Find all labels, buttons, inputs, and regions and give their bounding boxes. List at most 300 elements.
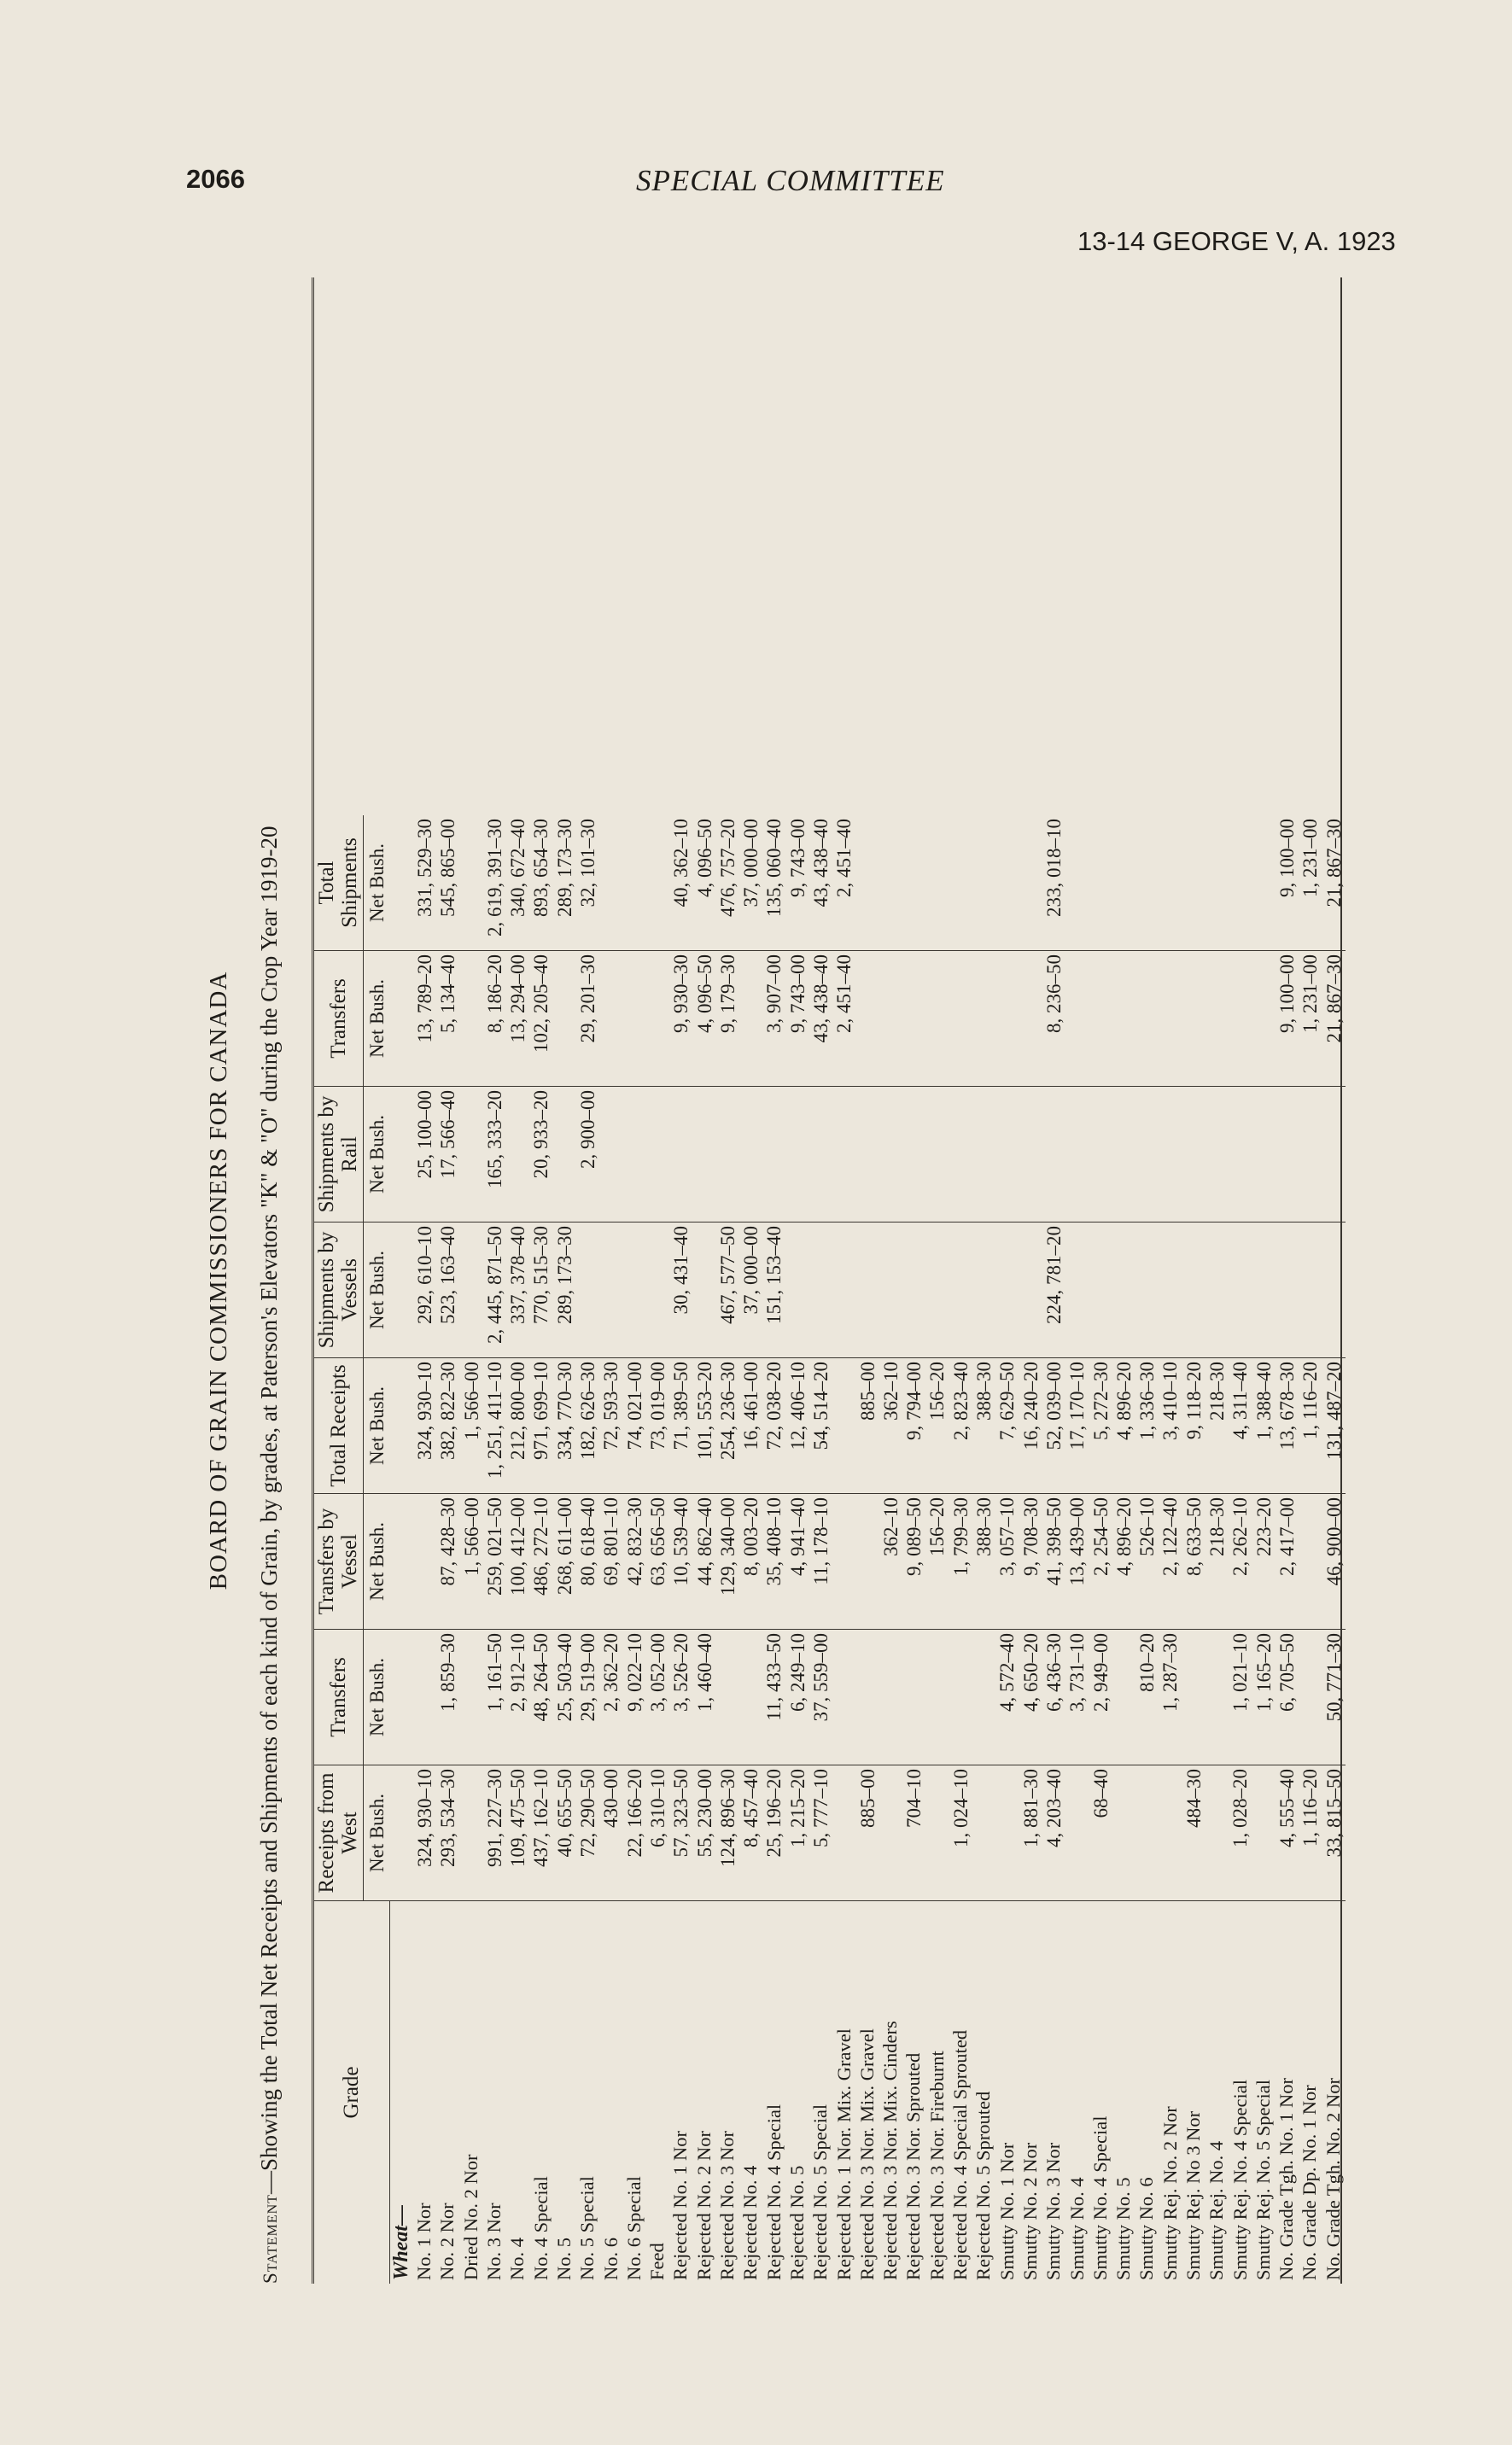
value-cell [972,815,995,951]
value-cell: 268, 611–00 [553,1494,576,1630]
value-cell [1276,1222,1299,1358]
grade-label: Smutty No. 5 [1112,2177,1135,2280]
value-cell: 1, 021–10 [1229,1630,1252,1765]
value-cell [879,1222,902,1358]
value-cell: 69, 801–10 [599,1494,622,1630]
col-header: Receipts from West [313,1765,364,1901]
value-cell: 57, 323–50 [669,1765,692,1901]
grade-label: Dried No. 2 Nor [459,2154,482,2280]
value-cell [1299,1087,1322,1222]
value-cell [855,1494,879,1630]
value-cell: 1, 215–20 [786,1765,809,1901]
value-cell [1112,951,1135,1087]
grade-label: Rejected No. 4 [739,2165,762,2280]
value-cell [855,1222,879,1358]
running-head: SPECIAL COMMITTEE [636,164,945,197]
value-cell: 9, 708–30 [1019,1494,1042,1630]
grade-cell [1206,1901,1229,2285]
value-cell: 54, 514–20 [809,1358,832,1494]
table-row [459,815,482,2284]
value-cell: 48, 264–50 [529,1630,552,1765]
table-row [762,815,785,2284]
rotated-table-block [201,277,1345,2284]
value-cell: 9, 930–30 [669,951,692,1087]
value-cell: 5, 777–10 [809,1765,832,1901]
value-cell [1019,1222,1042,1358]
value-cell [1112,1087,1135,1222]
value-cell: 430–00 [599,1765,622,1901]
table-row [669,815,692,2284]
value-cell: 37, 000–00 [739,815,762,951]
value-cell: 44, 862–40 [692,1494,715,1630]
value-cell [646,1087,669,1222]
table-row [809,815,832,2284]
grade-cell [809,1901,832,2285]
group-label: Wheat— [390,2204,413,2280]
value-cell: 486, 272–10 [529,1494,552,1630]
grade-cell [995,1901,1019,2285]
col-header: Transfers [313,951,364,1087]
value-cell: 16, 461–00 [739,1358,762,1494]
value-cell: 545, 865–00 [436,815,459,951]
value-cell: 6, 310–10 [646,1765,669,1901]
grade-label: Rejected No. 4 Special Sprouted [949,2029,972,2280]
value-cell: 324, 930–10 [413,1358,436,1494]
value-cell [902,1087,925,1222]
grade-cell [459,1901,482,2285]
value-cell [622,1087,645,1222]
grade-cell [1229,1901,1252,2285]
value-cell: 2, 949–00 [1089,1630,1112,1765]
value-cell [1112,1630,1135,1765]
value-cell: 37, 000–00 [739,1222,762,1358]
table-row [1089,815,1112,2284]
value-cell: 770, 515–30 [529,1222,552,1358]
unit-label: Net Bush. [364,1630,390,1765]
value-cell: 7, 629–50 [995,1358,1019,1494]
grade-cell [436,1901,459,2285]
unit-label: Net Bush. [364,815,390,951]
grade-cell [1299,1901,1322,2285]
value-cell [855,951,879,1087]
grade-cell [1019,1901,1042,2285]
table-row [972,815,995,2284]
value-cell [832,1494,855,1630]
value-cell [902,815,925,951]
value-cell [1089,1087,1112,1222]
value-cell: 3, 907–00 [762,951,785,1087]
value-cell: 72, 593–30 [599,1358,622,1494]
grade-label: Rejected No. 3 Nor. Fireburnt [925,2051,948,2280]
value-cell: 254, 236–30 [716,1358,739,1494]
value-cell: 218–30 [1206,1494,1229,1630]
value-cell: 40, 362–10 [669,815,692,951]
value-cell [1182,1087,1206,1222]
value-cell: 1, 336–30 [1135,1358,1159,1494]
col-header: Transfers by Vessel [313,1494,364,1630]
grade-label: Rejected No. 4 Special [762,2104,785,2280]
value-cell [1252,1765,1275,1901]
value-cell [1206,815,1229,951]
col-header: Total Shipments [313,815,364,951]
value-cell [739,951,762,1087]
value-cell [716,1630,739,1765]
value-cell: 388–30 [972,1494,995,1630]
value-cell: 2, 451–40 [832,815,855,951]
value-cell: 1, 028–20 [1229,1765,1252,1901]
value-cell [1229,951,1252,1087]
value-cell: 6, 436–30 [1042,1630,1065,1765]
value-cell [995,1087,1019,1222]
grade-cell [972,1901,995,2285]
grade-cell [506,1901,529,2285]
value-cell [832,1765,855,1901]
value-cell [1206,1765,1229,1901]
value-cell [459,1630,482,1765]
value-cell [1182,815,1206,951]
value-cell: 484–30 [1182,1765,1206,1901]
value-cell [1182,1222,1206,1358]
grade-cell [599,1901,622,2285]
value-cell: 9, 794–00 [902,1358,925,1494]
value-cell [692,1222,715,1358]
value-cell [1252,951,1275,1087]
value-cell: 885–00 [855,1358,879,1494]
value-cell [786,1222,809,1358]
table-row [1182,815,1206,2284]
table-body [389,815,1346,2284]
grade-cell [1112,1901,1135,2285]
value-cell: 9, 118–20 [1182,1358,1206,1494]
value-cell: 41, 398–50 [1042,1494,1065,1630]
value-cell: 9, 743–00 [786,815,809,951]
value-cell: 4, 896–20 [1112,1358,1135,1494]
value-cell [949,951,972,1087]
value-cell: 30, 431–40 [669,1222,692,1358]
grade-label: Rejected No. 1 Nor. Mix. Gravel [832,2028,855,2280]
value-cell: 13, 678–30 [1276,1358,1299,1494]
grade-cell [413,1901,436,2285]
value-cell [1135,1087,1159,1222]
value-cell: 212, 800–00 [506,1358,529,1494]
value-cell [832,1358,855,1494]
value-cell: 293, 534–30 [436,1765,459,1901]
value-cell [1252,1087,1275,1222]
statement-text: —Showing the Total Net Receipts and Shipments of each kind of Grain, by grades, at Paterson's Elevators "K" & "O" during the Crop Year 1919-20 [256,826,282,2195]
value-cell [739,1087,762,1222]
value-cell: 74, 021–00 [622,1358,645,1494]
value-cell: 1, 231–00 [1299,815,1322,951]
value-cell [599,815,622,951]
value-cell: 3, 057–10 [995,1494,1019,1630]
grade-cell [553,1901,576,2285]
value-cell [1206,1222,1229,1358]
value-cell [1206,1630,1229,1765]
value-cell: 21, 867–30 [1322,815,1345,951]
value-cell: 8, 003–20 [739,1494,762,1630]
value-cell: 11, 178–10 [809,1494,832,1630]
grade-cell [879,1901,902,2285]
value-cell [1299,1630,1322,1765]
value-cell: 6, 705–50 [1276,1630,1299,1765]
grade-cell [1065,1901,1089,2285]
table-row [1019,815,1042,2284]
value-cell: 388–30 [972,1358,995,1494]
value-cell [553,951,576,1087]
value-cell: 63, 656–50 [646,1494,669,1630]
value-cell [1159,1087,1182,1222]
value-cell [599,1222,622,1358]
value-cell: 9, 100–00 [1276,815,1299,951]
value-cell: 4, 096–50 [692,815,715,951]
value-cell [1042,1087,1065,1222]
value-cell [972,1087,995,1222]
grade-label: No. 4 Special [529,2176,552,2280]
value-cell: 2, 451–40 [832,951,855,1087]
grade-cell [1135,1901,1159,2285]
group-row [389,815,413,2284]
value-cell [1019,951,1042,1087]
table-row [1299,815,1322,2284]
value-cell [925,951,949,1087]
value-cell: 289, 173–30 [553,1222,576,1358]
value-cell [622,815,645,951]
value-cell: 3, 410–10 [1159,1358,1182,1494]
value-cell [1206,1087,1229,1222]
value-cell [972,1630,995,1765]
value-cell: 292, 610–10 [413,1222,436,1358]
table-row [1042,815,1065,2284]
value-cell [1135,1765,1159,1901]
value-cell: 4, 096–50 [692,951,715,1087]
value-cell: 80, 618–40 [576,1494,599,1630]
value-cell: 1, 165–20 [1252,1630,1275,1765]
grade-label: Rejected No. 5 [785,2165,808,2280]
grade-label: No. 5 Special [576,2176,598,2280]
value-cell: 17, 170–10 [1065,1358,1089,1494]
value-cell [646,815,669,951]
value-cell [413,1630,436,1765]
value-cell [809,1222,832,1358]
value-cell [995,1765,1019,1901]
value-cell: 43, 438–40 [809,815,832,951]
unit-label: Net Bush. [364,1765,390,1901]
value-cell [879,1765,902,1901]
value-cell: 218–30 [1206,1358,1229,1494]
value-cell: 25, 503–40 [553,1630,576,1765]
grade-cell [1182,1901,1206,2285]
value-cell: 12, 406–10 [786,1358,809,1494]
grade-cell [529,1901,552,2285]
grade-label: No. 1 Nor [413,2203,435,2280]
value-cell: 1, 859–30 [436,1630,459,1765]
value-cell: 2, 254–50 [1089,1494,1112,1630]
value-cell: 8, 633–50 [1182,1494,1206,1630]
value-cell [925,1630,949,1765]
table-row [506,815,529,2284]
value-cell [1299,1222,1322,1358]
value-cell: 1, 566–00 [459,1358,482,1494]
value-cell: 124, 896–30 [716,1765,739,1901]
value-cell: 289, 173–30 [553,815,576,951]
value-cell [1065,1222,1089,1358]
value-cell [459,1087,482,1222]
value-cell: 156–20 [925,1358,949,1494]
value-cell: 6, 249–10 [786,1630,809,1765]
value-cell: 71, 389–50 [669,1358,692,1494]
value-cell [949,1087,972,1222]
value-cell [622,1222,645,1358]
value-cell: 29, 201–30 [576,951,599,1087]
grade-label: Smutty Rej. No. 4 [1206,2140,1228,2280]
value-cell [879,1087,902,1222]
value-cell: 340, 672–40 [506,815,529,951]
grade-label: Smutty No. 4 Special [1089,2115,1111,2280]
value-cell: 1, 251, 411–10 [483,1358,506,1494]
value-cell [1276,1087,1299,1222]
value-cell [576,1222,599,1358]
value-cell [879,815,902,951]
value-cell [1159,951,1182,1087]
value-cell [972,1222,995,1358]
value-cell [1089,1222,1112,1358]
value-cell [1065,1087,1089,1222]
col-header: Shipments by Rail [313,1087,364,1222]
grade-label: No. Grade Tgh. No. 1 Nor [1276,2077,1298,2280]
value-cell: 2, 122–40 [1159,1494,1182,1630]
grade-label: No. 3 Nor [483,2203,505,2280]
value-cell [1229,1222,1252,1358]
value-cell [925,1765,949,1901]
value-cell [832,1630,855,1765]
value-cell: 42, 832–30 [622,1494,645,1630]
value-cell: 2, 912–10 [506,1630,529,1765]
value-cell [1299,1494,1322,1630]
value-cell: 16, 240–20 [1019,1358,1042,1494]
table-row [995,815,1019,2284]
value-cell: 2, 900–00 [576,1087,599,1222]
value-cell [1089,815,1112,951]
value-cell [646,1222,669,1358]
value-cell: 11, 433–50 [762,1630,785,1765]
value-cell: 2, 823–40 [949,1358,972,1494]
col-header-grade: Grade [313,1901,389,2285]
value-cell: 9, 089–50 [902,1494,925,1630]
value-cell: 43, 438–40 [809,951,832,1087]
value-cell: 1, 566–00 [459,1494,482,1630]
value-cell: 9, 100–00 [1276,951,1299,1087]
value-cell: 73, 019–00 [646,1358,669,1494]
table-row [925,815,949,2284]
grade-cell [483,1901,506,2285]
table-row [786,815,809,2284]
value-cell: 20, 933–20 [529,1087,552,1222]
grade-label: Rejected No. 2 Nor [692,2131,715,2280]
table-row [622,815,645,2284]
value-cell: 9, 743–00 [786,951,809,1087]
value-cell: 165, 333–20 [483,1087,506,1222]
grade-label: Rejected No. 3 Nor. Sprouted [902,2052,925,2280]
table-row [529,815,552,2284]
value-cell [1112,815,1135,951]
value-cell [1252,1222,1275,1358]
value-cell: 1, 287–30 [1159,1630,1182,1765]
value-cell: 2, 445, 871–50 [483,1222,506,1358]
grade-label: Smutty No. 6 [1135,2177,1158,2280]
value-cell: 704–10 [902,1765,925,1901]
value-cell [506,1087,529,1222]
grade-label: Smutty No. 4 [1065,2177,1088,2280]
value-cell: 55, 230–00 [692,1765,715,1901]
value-cell [995,1222,1019,1358]
value-cell: 526–10 [1135,1494,1159,1630]
value-cell: 1, 799–30 [949,1494,972,1630]
grade-cell [1042,1901,1065,2285]
value-cell: 4, 555–40 [1276,1765,1299,1901]
value-cell: 1, 460–40 [692,1630,715,1765]
value-cell: 72, 038–20 [762,1358,785,1494]
value-cell [1182,1630,1206,1765]
grade-label: Smutty No. 2 Nor [1019,2142,1041,2280]
value-cell: 10, 539–40 [669,1494,692,1630]
value-cell: 334, 770–30 [553,1358,576,1494]
value-cell [1112,1765,1135,1901]
grade-cell [646,1901,669,2285]
value-cell: 2, 417–00 [1276,1494,1299,1630]
table-row [1112,815,1135,2284]
value-cell [809,1087,832,1222]
value-cell: 3, 731–10 [1065,1630,1089,1765]
unit-label: Net Bush. [364,1494,390,1630]
value-cell [949,1630,972,1765]
table-row [483,815,506,2284]
value-cell: 1, 881–30 [1019,1765,1042,1901]
value-cell: 87, 428–30 [436,1494,459,1630]
grade-label: No. Grade Dp. No. 1 Nor [1299,2085,1321,2280]
value-cell [1229,1087,1252,1222]
value-cell [1135,1222,1159,1358]
value-cell: 3, 052–00 [646,1630,669,1765]
grade-label: Rejected No. 5 Sprouted [972,2091,995,2280]
value-cell: 4, 650–20 [1019,1630,1042,1765]
unit-label: Net Bush. [364,1087,390,1222]
grade-cell [739,1901,762,2285]
value-cell [949,1222,972,1358]
grade-cell [692,1901,715,2285]
grade-label: Rejected No. 5 Special [809,2104,832,2280]
grade-cell [1159,1901,1182,2285]
value-cell [1252,815,1275,951]
grade-cell [949,1901,972,2285]
value-cell: 2, 262–10 [1229,1494,1252,1630]
value-cell [855,815,879,951]
table-row [576,815,599,2284]
value-cell: 1, 161–50 [483,1630,506,1765]
grade-label: No. 4 [506,2238,528,2280]
table-bottom-rule [1340,277,1342,2284]
value-cell: 135, 060–40 [762,815,785,951]
value-cell: 259, 021–50 [483,1494,506,1630]
value-cell [1182,951,1206,1087]
value-cell: 5, 134–40 [436,951,459,1087]
value-cell [925,1087,949,1222]
table-row [599,815,622,2284]
table-row [1135,815,1159,2284]
value-cell: 362–10 [879,1494,902,1630]
value-cell: 68–40 [1089,1765,1112,1901]
grade-label: No. 2 Nor [436,2203,458,2280]
value-cell: 810–20 [1135,1630,1159,1765]
